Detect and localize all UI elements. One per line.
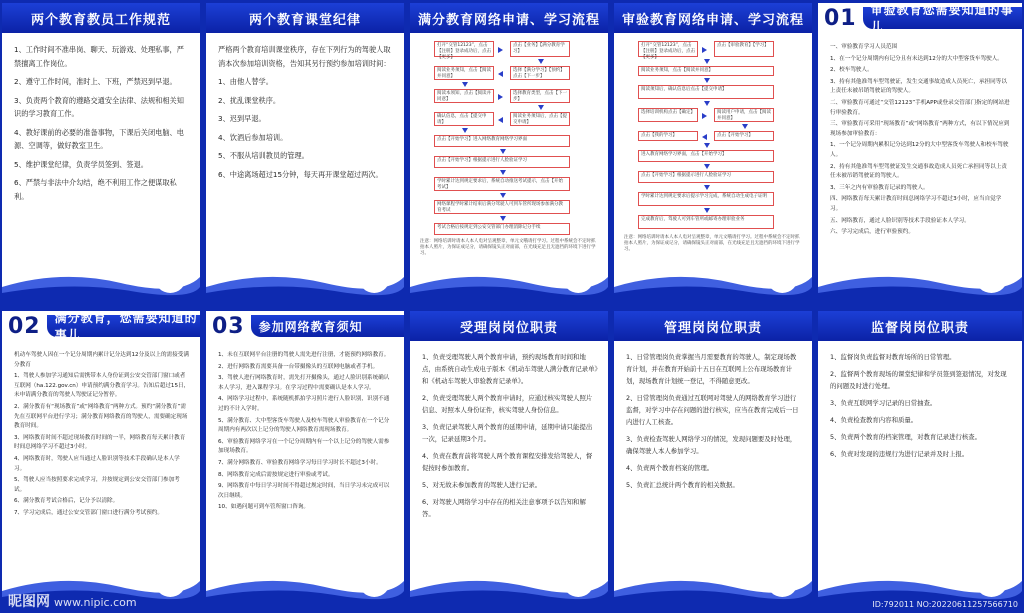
list-item: 1、未在互联网平台注册的驾驶人需先进行注册，才能预约网络教育。 xyxy=(218,352,390,358)
list-item: 2、满分教育有“现场教育”或“网络教育”两种方式。预约“满分教育”需先在互联网平台进行学习；满分教育网络教育的驾驶人，需要确定现场教育时间。 xyxy=(14,403,188,430)
list-item: 5、不服从培训教员的管理。 xyxy=(218,151,309,160)
arrow-down-icon xyxy=(704,185,710,190)
list-item: 5、负责两个教育的档案管理，对教育记录进行核查。 xyxy=(830,433,982,441)
list-item: 3、负责记录驾驶人两个教育的延期申请，延期申请只能提出一次，记录延期3个月。 xyxy=(422,423,593,443)
list-item: 2、遵守工作时间，准时上、下班，严禁迟到早退。 xyxy=(14,77,177,86)
section-number: 01 xyxy=(824,5,857,31)
flow-step: 阅读业务须知后，点击【提交申请】 xyxy=(510,112,570,126)
arrow-left-icon xyxy=(498,117,503,123)
list-item: 6、中途离场超过15分钟，每天再开课堂超过两次。 xyxy=(218,169,383,179)
arrow-down-icon xyxy=(500,170,506,175)
list-item: 9、网络教育中每日学习时间不得超过规定时间，当日学习未完成可以次日继续。 xyxy=(218,483,390,499)
list-item: 3、持有其他准驾车型驾驶证，发生交通事故造成人员死亡，承担同等以上责任未被吊销驾驶证的驾驶人。 xyxy=(830,78,1007,95)
list-item: 3、负责两个教育的遵路交通安全法律、法规和相关知识的学习教育工作。 xyxy=(14,95,184,118)
list-item: 8、网络教育完成后需按规定进行审验或考试。 xyxy=(218,471,334,478)
flow-step: 学时累计达到规定要求后，系统自动推送考试提示，点击【开始考试】 xyxy=(434,177,570,191)
list-item: 1、一个记分周期内累积记分达到12分的大中型客货车驾驶人和校车驾驶人。 xyxy=(830,142,1009,158)
flow-step: 阅读业务须知，点击【阅读并同意】 xyxy=(434,66,494,80)
list-item: 1、负责受理驾驶人两个教育申请，预约现场教育时间和地点，由系统自动生成电子版本《机动车驾驶人满分教育记录单》和《机动车驾驶人审验教育记录单》。 xyxy=(422,353,598,385)
list-item: 7、满分网络教育、审验教育网络学习每日学习时长不超过3小时。 xyxy=(218,459,382,466)
panel-body xyxy=(218,43,394,186)
arrow-right-icon xyxy=(498,94,503,100)
panel-title: 两个教育课堂纪律 xyxy=(206,3,404,33)
panel-title: 满分教育，您需要知道的事儿 xyxy=(47,315,200,337)
list-item: 1、监督岗负责监督对教育场所的日常管理。 xyxy=(830,353,956,361)
wave-decoration xyxy=(410,259,608,305)
list-item: 5、负责汇总统计两个教育的相关数据。 xyxy=(626,481,739,489)
panel-supervision-duties xyxy=(818,311,1022,609)
list-item: 2、扰乱课堂秩序。 xyxy=(218,95,281,105)
list-item: 7、学习完成后，通过公安交管部门窗口进行满分考试预约。 xyxy=(14,509,163,516)
panel-title: 满分教育网络申请、学习流程 xyxy=(410,3,608,33)
panel-body xyxy=(830,43,1012,240)
panel-header xyxy=(818,3,1022,33)
flow-step: 点击【开始学习】 xyxy=(714,131,774,141)
panel-review-education-faq xyxy=(818,3,1022,305)
list-item: 6、对驾驶人网络学习中存在的相关注意事项予以告知和解答。 xyxy=(422,498,586,518)
list-item: 1、驾驶人参加学习通知后需携带本人身份证到公安交管部门窗口或者互联网（ha.122.gov.cn）申请预约满分教育学习。告知后超过15日，未申请满分教育的驾驶人驾驶证记分暂停。 xyxy=(14,373,190,399)
flow-step: 确认信息，点击【提交申请】 xyxy=(434,112,494,126)
panel-title: 管理岗岗位职责 xyxy=(614,311,812,341)
watermark-site: www.nipic.com xyxy=(54,596,137,609)
panel-full-score-flow xyxy=(410,3,608,305)
panel-staff-rules xyxy=(2,3,200,305)
panel-body xyxy=(830,351,1012,465)
arrow-down-icon xyxy=(704,208,710,213)
panel-online-education-notes xyxy=(206,311,404,609)
list-item: 一、审验教育学习人员范围 xyxy=(830,44,898,50)
panel-header xyxy=(2,311,200,341)
section-number: 03 xyxy=(212,313,245,339)
arrow-down-icon xyxy=(704,59,710,64)
panel-body xyxy=(626,351,802,496)
list-item: 五、网络教育，通过人脸识别等技术手段验证本人学习。 xyxy=(830,217,970,224)
list-item: 3、网络教育时间不超过现场教育时间的一半，网络教育每天累计教育时间总网络学习不超过3小时。 xyxy=(14,434,186,451)
flow-step: 点击【审验教育】【学习】 xyxy=(714,41,774,57)
panel-title: 受理岗岗位职责 xyxy=(410,311,608,341)
panel-full-score-faq xyxy=(2,311,200,609)
list-item: 5、驾驶人应当按照要求完成学习，并按规定到公安交管部门参加考试。 xyxy=(14,477,180,493)
flowchart xyxy=(624,39,802,252)
arrow-down-icon xyxy=(704,164,710,169)
flow-step: 点击【我的学习】 xyxy=(638,131,698,141)
list-item: 4、网络教育时，驾驶人应当通过人脸识别等技术手段确认是本人学习。 xyxy=(14,455,180,472)
list-item: 3、负责互联网学习记录的日常抽查。 xyxy=(830,399,937,407)
arrow-down-icon xyxy=(462,82,468,87)
flow-step: 考试合格后按规定到公安交管部门办理消除记分手续 xyxy=(434,223,570,235)
flow-step: 点击【业务】【满分教育学习】 xyxy=(510,41,570,57)
flow-step: 阅读业务须知，点击【阅读并同意】 xyxy=(638,66,774,76)
panel-body xyxy=(14,351,190,521)
panel-title: 审验教育网络申请、学习流程 xyxy=(614,3,812,33)
flow-note: 注意：网络培训时请本人本人电对呈观整章，单元文哦请打学习。过程中系统会不定时抓拍本人照片，为保证成记分，请确保镜头正对面部，在光线充足且无遮挡的环境下进行学习。 xyxy=(624,235,800,252)
list-item: 6、审验教育网络学习在一个记分周期内有一个以上记分的驾驶人需参加现场教育。 xyxy=(218,438,390,455)
arrow-down-icon xyxy=(742,124,748,129)
arrow-down-icon xyxy=(500,216,506,221)
watermark-brand xyxy=(8,591,137,611)
wave-decoration xyxy=(410,563,608,609)
panel-review-flow xyxy=(614,3,812,305)
flow-step: 点击【开始学习】进入网络教育网络学习界面 xyxy=(434,135,570,147)
arrow-down-icon xyxy=(462,128,468,133)
list-item: 5、满分教育、大中型客货车驾驶人及校车驾驶人审验教育在一个记分周期内有两次以上记分的驾驶人网络教育需现场教育。 xyxy=(218,417,390,434)
panel-intro: 严格两个教育培训课堂秩序，存在下列行为的驾驶人取消本次参加培训资格，告知其另行预约参加培训时间： xyxy=(218,45,391,68)
panel-title: 两个教育教员工作规范 xyxy=(2,3,200,33)
flow-note: 注意：网络培训时请本人本人电对呈观整章，单元文哦请打学习。过程中系统会不定时抓拍本人照片，为保证成记分，请确保镜头正对面部，在光线充足且无遮挡的环境下进行学习。 xyxy=(420,239,596,256)
arrow-down-icon xyxy=(704,78,710,83)
arrow-right-icon xyxy=(702,113,707,119)
list-item: 3、三年之内有审验教育记录的驾驶人。 xyxy=(830,184,929,191)
list-item: 二、审验教育可通过“交管12123”手机APP或登录交管部门指定的网站进行审验教育。 xyxy=(830,99,1010,116)
arrow-left-icon xyxy=(498,71,503,77)
arrow-down-icon xyxy=(704,101,710,106)
flow-step: 网络课程学时累计结束后满分驾驶人可到车管所现场参加满分教育考试 xyxy=(434,200,570,214)
list-item: 三、审验教育可采用“现场教育”或“网络教育”两种方式，有以下情况应到现场参加审验教育： xyxy=(830,121,1010,137)
flow-step: 学时累计达到规定要求后提示学习完成，系统自动生成电子证明 xyxy=(638,192,774,206)
wave-decoration xyxy=(206,563,404,609)
arrow-down-icon xyxy=(538,105,544,110)
list-item: 1、日常管理岗负责掌握当月需要教育的驾驶人，制定现场教育计划，并在教育开始前十五日在互联网上公布现场教育计划，现场教育计划统一登记，不得随意更改。 xyxy=(626,353,797,385)
flow-step: 选择【满分学习】【预约】点击【下一步】 xyxy=(510,66,570,80)
panel-body xyxy=(14,43,190,208)
list-item: 4、负责检查教育内容和质量。 xyxy=(830,416,918,424)
wave-decoration xyxy=(818,259,1022,305)
wave-decoration xyxy=(614,563,812,609)
list-item: 3、驾驶人进行网络教育时，需先打开摄像头，通过人脸识别系统确认本人学习，进入课程学习。在学习过程中需要确认是本人学习。 xyxy=(218,375,390,391)
wave-decoration xyxy=(614,259,812,305)
list-item: 4、负责在教育前将驾驶人两个教育课程安排发给驾驶人，督促按时参加教育。 xyxy=(422,452,593,472)
list-item: 2、校车驾驶人。 xyxy=(830,67,873,74)
panel-body xyxy=(422,351,598,525)
list-item: 6、严禁与非法中介勾结，绝不利用工作之便谋取私利。 xyxy=(14,178,177,201)
list-item: 1、由他人替学。 xyxy=(218,77,273,86)
list-item: 5、维护课堂纪律，负责学员签到、签退。 xyxy=(14,159,148,169)
flow-step: 进入教育网络学习界面，点击【开始学习】 xyxy=(638,150,774,162)
list-item: 3、迟到早退。 xyxy=(218,114,266,123)
panel-classroom-discipline xyxy=(206,3,404,305)
flow-step: 阅读须知后，确认信息后点击【提交申请】 xyxy=(638,85,774,99)
list-item: 3、负责检查驾驶人网络学习的情况，发现问题要及时处理，确保驾驶人本人参加学习。 xyxy=(626,435,797,455)
arrow-down-icon xyxy=(500,149,506,154)
list-item: 5、对无故未参加教育的驾驶人进行记录。 xyxy=(422,481,542,489)
list-item: 6、负责对发现的违规行为进行记录并及时上报。 xyxy=(830,450,969,458)
list-item: 机动车驾驶人因在一个记分周期内累计记分达到12分及以上的需接受满分教育 xyxy=(14,352,189,368)
list-item: 4、负责两个教育档案的管理。 xyxy=(626,464,714,472)
list-item: 2、进行网络教育需要具备一台带摄像头的互联网电脑或者手机。 xyxy=(218,363,379,370)
section-number: 02 xyxy=(8,313,41,339)
panel-reception-duties xyxy=(410,311,608,609)
list-item: 4、饮酒后参加培训。 xyxy=(218,132,288,142)
flow-step: 打开“交管12123”，点击【注册】登录成功后，点击【更多】 xyxy=(434,41,494,57)
list-item: 4、教好课前的必要的准备事物，下课后关闭电脑、电源、空调等，做好教室卫生。 xyxy=(14,127,184,150)
panel-title: 审验教育您需要知道的事儿 xyxy=(863,7,1022,29)
flow-step: 阅读本须知，点击【阅读并同意】 xyxy=(434,89,494,103)
watermark-id: ID:792011 NO:20220611257566710 xyxy=(872,600,1018,609)
list-item: 2、监督两个教育现场的课堂纪律和学员签到签退情况，对发现的问题及时进行处理。 xyxy=(830,370,1007,390)
panel-header xyxy=(206,311,404,341)
panel-title: 监督岗岗位职责 xyxy=(818,311,1022,341)
panel-body xyxy=(218,351,394,515)
panel-title: 参加网络教育须知 xyxy=(251,315,404,337)
flow-step: 打开“交管12123”，点击【注册】登录成功后，点击【更多】 xyxy=(638,41,698,57)
arrow-right-icon xyxy=(702,47,707,53)
wave-decoration xyxy=(206,259,404,305)
arrow-down-icon xyxy=(538,59,544,64)
list-item: 4、网络学习过程中，系统随机抓拍学习照片进行人脸识别，识别不通过的不计入学时。 xyxy=(218,396,390,412)
flow-step: 完成教育后，驾驶人可到车管所或邮寄办理审验业务 xyxy=(638,215,774,229)
list-item: 四、网络教育每天累计教育时间总网络学习不超过3小时，应当自觉学习。 xyxy=(830,196,1002,212)
watermark-logo-text: 昵图网 xyxy=(8,594,50,610)
arrow-down-icon xyxy=(704,143,710,148)
arrow-right-icon xyxy=(498,47,503,53)
flowchart xyxy=(420,39,598,256)
list-item: 2、负责受理驾驶人两个教育申请时，应通过核实驾驶人照片信息、对照本人身份证件，核实驾驶人身份信息。 xyxy=(422,394,593,414)
wave-decoration xyxy=(2,259,200,305)
arrow-down-icon xyxy=(500,193,506,198)
arrow-left-icon xyxy=(702,134,707,140)
panel-management-duties xyxy=(614,311,812,609)
flow-step: 点击【开始学习】根据提示进行人脸验证学习 xyxy=(434,156,570,168)
flow-step: 点击【开始学习】根据提示进行人脸验证学习 xyxy=(638,171,774,183)
list-item: 六、学习完成后，进行审验预约。 xyxy=(830,229,914,236)
list-item: 1、在一个记分周期内有记分且有未达到12分的大中型客货车驾驶人。 xyxy=(830,55,1003,62)
list-item: 2、日常管理岗负责通过互联网对驾驶人的网络教育学习进行监督，对学习中存在问题的进行核实，应当在教育完成后一日内进行人工核查。 xyxy=(626,394,799,426)
list-item: 10、如遇问题可到车管所窗口咨询。 xyxy=(218,504,310,511)
flow-step: 选择教育类型，点击【下一步】 xyxy=(510,89,570,103)
flow-step: 阅读用户申请，点击【阅读并同意】 xyxy=(714,108,774,122)
flow-step: 选择培训机构点击【确定】 xyxy=(638,108,698,122)
list-item: 6、满分教育考试合格后，记分予以清除。 xyxy=(14,498,119,505)
list-item: 1、工作时间不准串岗、聊天、玩游戏、处理私事，严禁擅离工作岗位。 xyxy=(14,45,184,68)
list-item: 2、持有其他准驾车型驾驶证发生交通事故造成人员死亡承担同等以上责任未被吊销驾驶证的驾驶人。 xyxy=(830,163,1007,180)
